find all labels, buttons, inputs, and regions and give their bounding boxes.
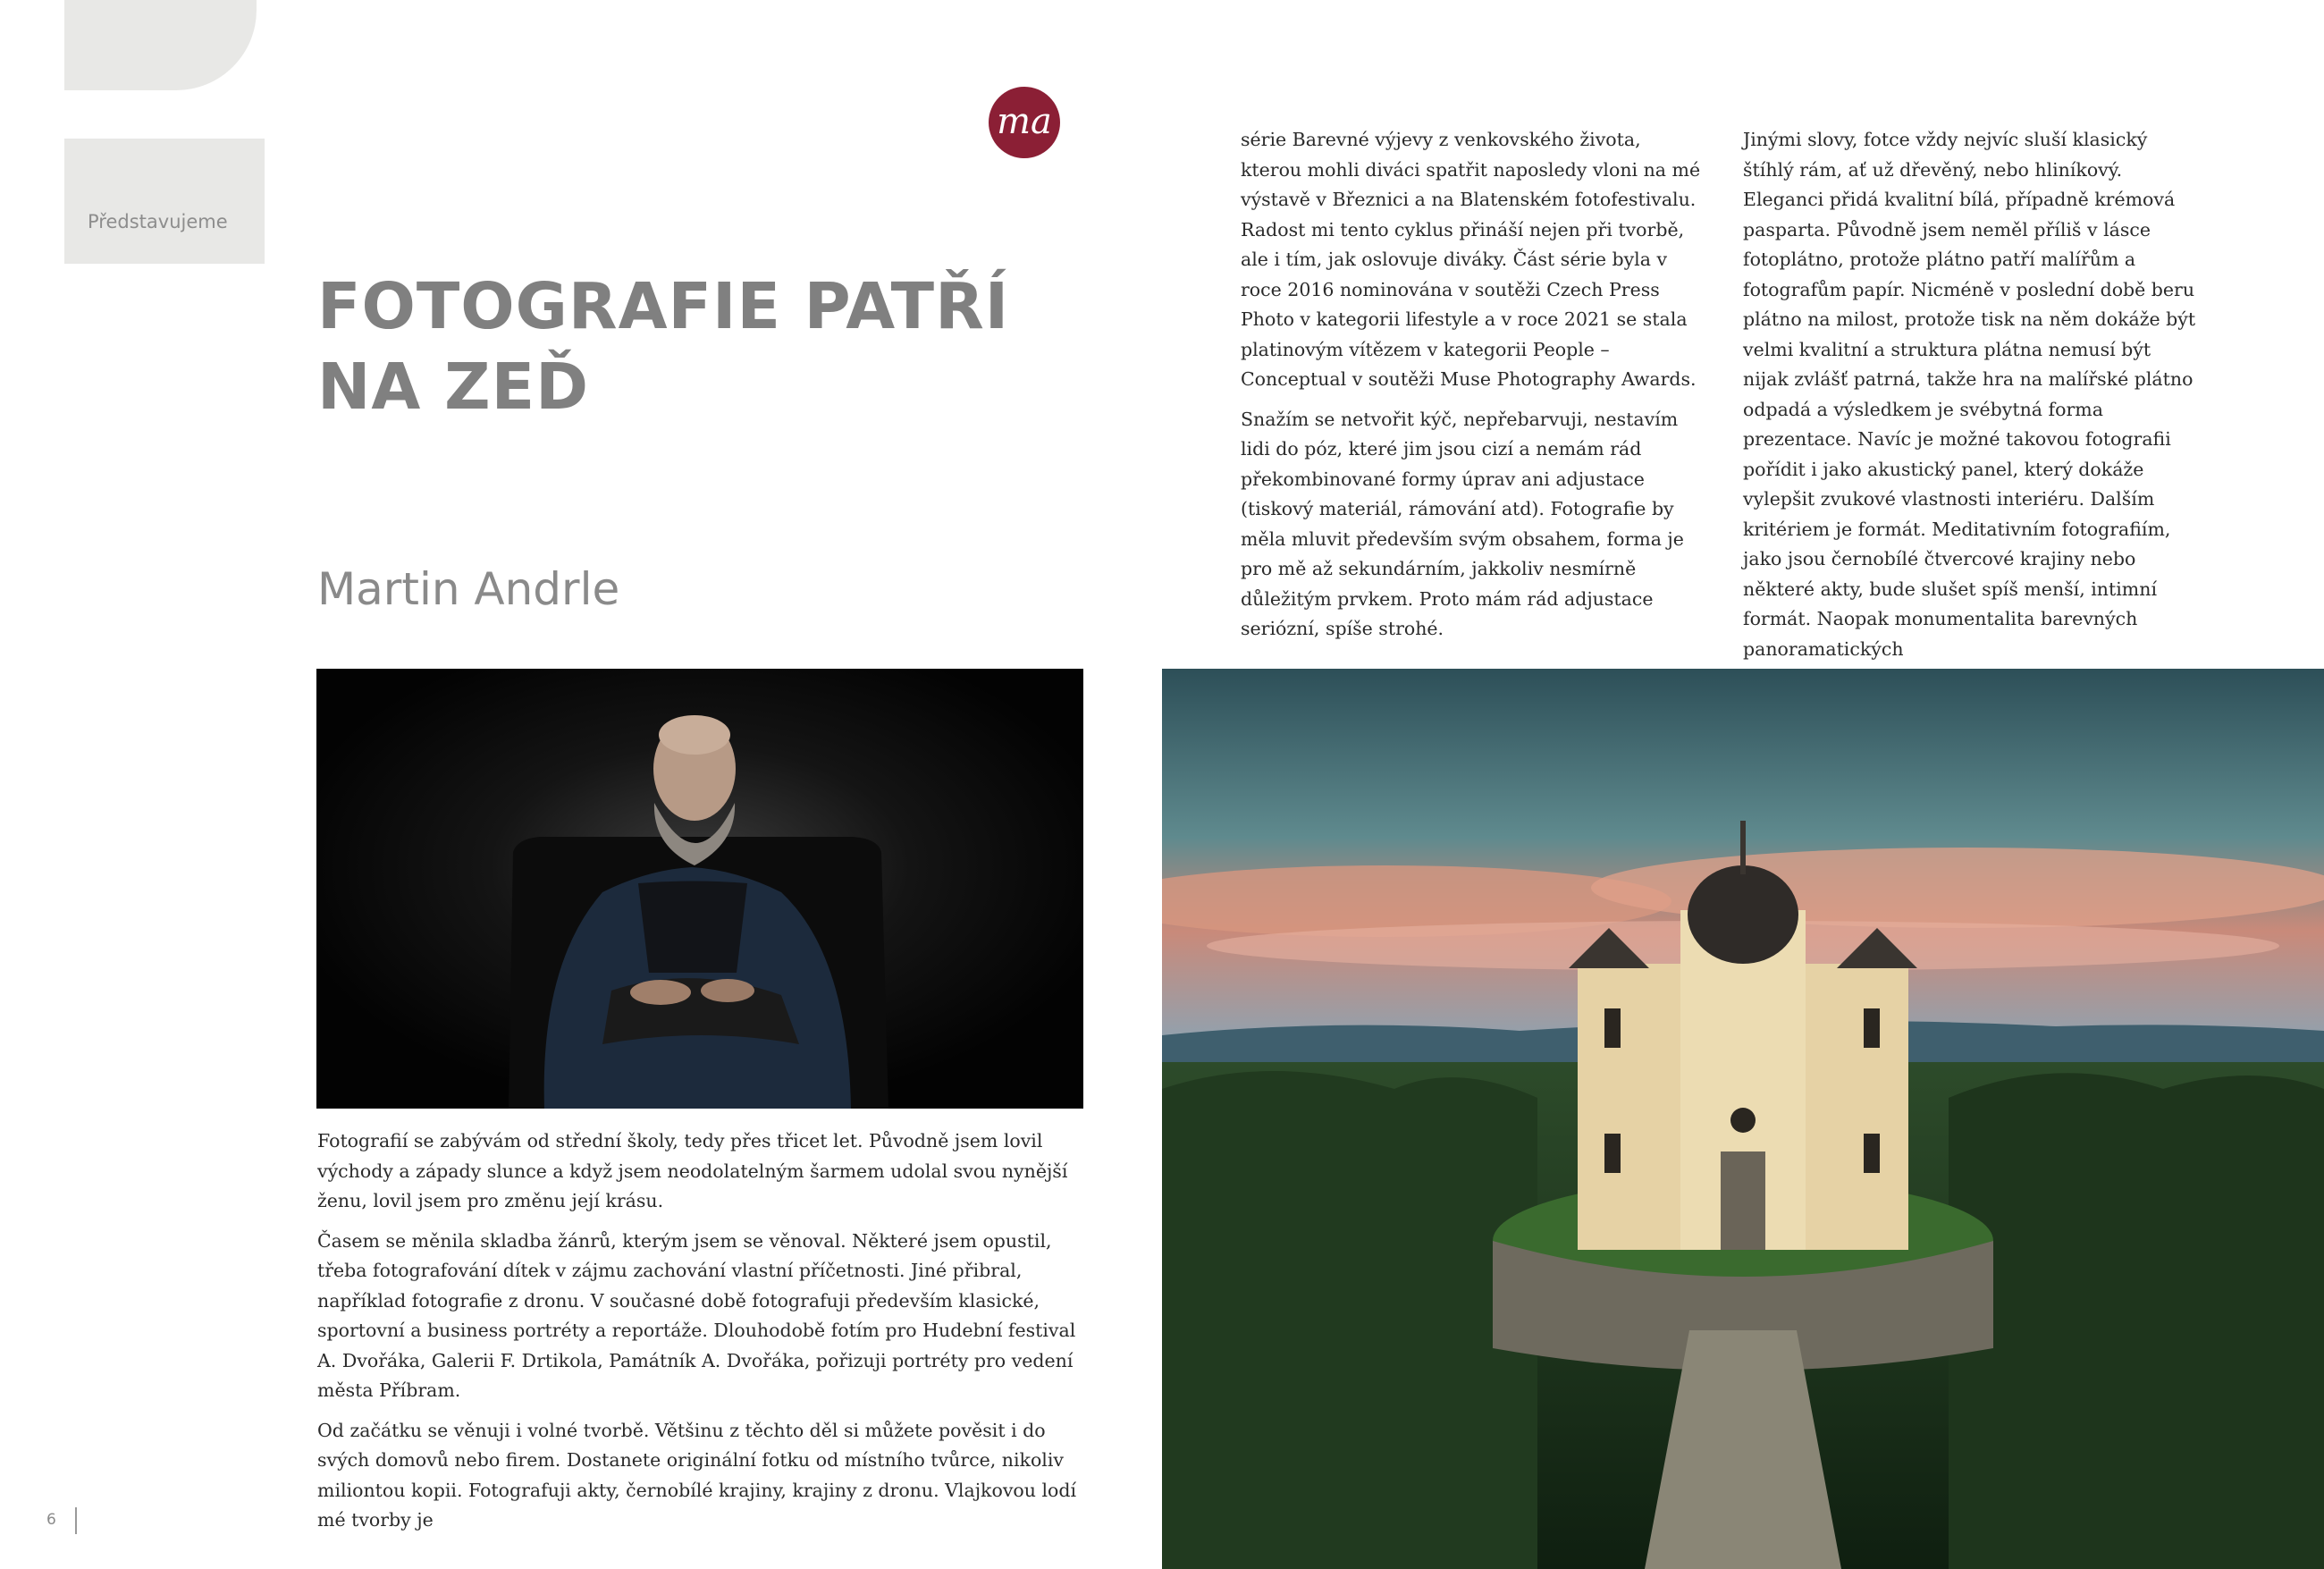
- page-number: 6: [46, 1511, 56, 1529]
- portrait-illustration: [316, 669, 1083, 1109]
- paragraph: Od začátku se věnuji i volné tvorbě. Většinu z těchto děl si můžete pověsit i do svých domovů nebo firem. Dostanete originální fotku od místního tvůrce, nikoliv miliontou kopii. Fotografuji akty, černobílé krajiny, krajiny z dronu. Vlajkovou lodí mé tvorby je: [317, 1419, 1077, 1531]
- article-title: [317, 266, 1009, 427]
- portrait-photo: [316, 669, 1083, 1109]
- church-landscape-photo: [1162, 669, 2324, 1569]
- text-column-left: [317, 1126, 1077, 1546]
- landscape-illustration: [1162, 669, 2324, 1569]
- text-column-right-1: [1241, 125, 1705, 654]
- page-number-divider: [75, 1507, 77, 1534]
- author-name: Martin Andrle: [317, 563, 620, 615]
- logo-monogram-icon: [989, 87, 1060, 158]
- title-line-2: NA ZEĎ: [317, 350, 590, 424]
- paragraph: Fotografií se zabývám od střední školy, tedy přes třicet let. Původně jsem lovil východy a západy slunce a když jsem neodolatelným šarmem udolal svou nynější ženu, lovil jsem pro změnu její krásu.: [317, 1130, 1068, 1211]
- title-line-1: FOTOGRAFIE PATŘÍ: [317, 269, 1010, 343]
- paragraph: Časem se měnila skladba žánrů, kterým jsem se věnoval. Některé jsem opustil, třeba fotografování dítek v zájmu zachování vlastní příčetnosti. Jiné přibral, například fotografie z dronu. V současné době fotografuji především klasické, sportovní a business portréty a reportáže. Dlouhodobě fotím pro Hudební festival A. Dvořáka, Galerii F. Drtikola, Památník A. Dvořáka, pořizuji portréty pro vedení města Příbram.: [317, 1229, 1076, 1401]
- section-tab: [64, 139, 265, 264]
- paragraph: Snažím se netvořit kýč, nepřebarvuji, nestavím lidi do póz, které jim jsou cizí a nemám rád překombinované formy úprav ani adjustace (tiskový materiál, rámování atd). Fotografie by měla mluvit především svým obsahem, forma je pro mě až sekundárním, jakkoliv nesmírně důležitým prvkem. Proto mám rád adjustace seriózní, spíše strohé.: [1241, 408, 1684, 639]
- logo-text: ma: [997, 101, 1052, 142]
- paragraph: série Barevné výjevy z venkovského života, kterou mohli diváci spatřit naposledy vloni na mé výstavě v Březnici a na Blatenském fotofestivalu. Radost mi tento cyklus přináší nejen při tvorbě, ale i tím, jak oslovuje diváky. Část série byla v roce 2016 nominována v soutěži Czech Press Photo v kategorii lifestyle a v roce 2021 se stala platinovým vítězem v kategorii People – Conceptual v soutěži Muse Photography Awards.: [1241, 129, 1701, 390]
- brand-logo: [989, 87, 1060, 158]
- paragraph: Jinými slovy, fotce vždy nejvíc sluší klasický štíhlý rám, ať už dřevěný, nebo hliníkový. Eleganci přidá kvalitní bílá, případně krémová pasparta. Původně jsem neměl příliš v lásce fotoplátno, protože plátno patří malířům a fotografům papír. Nicméně v poslední době beru plátno na milost, protože tisk na něm dokáže být velmi kvalitní a struktura plátna nemusí být nijak zvlášť patrná, takže hra na malířské plátno odpadá a výsledkem je svébytná forma prezentace. Navíc je možné takovou fotografii pořídit i jako akustický panel, který dokáže vylepšit zvukové vlastnosti interiéru. Dalším kritériem je formát. Meditativním fotografiím, jako jsou černobílé čtvercové krajiny nebo některé akty, bude slušet spíš menší, intimní formát. Naopak monumentalita barevných panoramatických: [1743, 129, 2196, 660]
- section-label: Představujeme: [88, 211, 228, 232]
- section-tab-decoration: [64, 0, 257, 90]
- text-column-right-2: [1743, 125, 2199, 674]
